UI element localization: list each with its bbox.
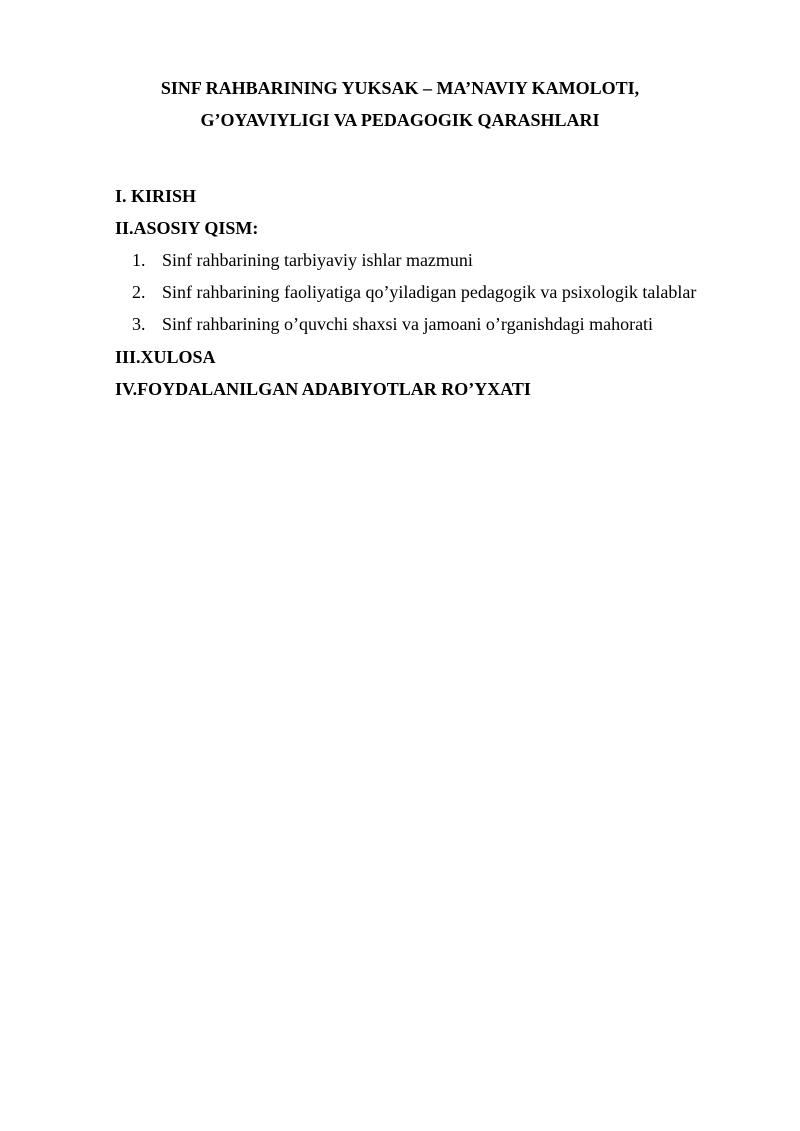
document-title-line-1: SINF RAHBARINING YUKSAK – MA’NAVIY KAMOLOTI, bbox=[160, 78, 640, 98]
list-item-text: Sinf rahbarining faoliyatiga qo’yiladigan pedagogik va psixologik talablar bbox=[162, 282, 697, 302]
list-item-text: Sinf rahbarining tarbiyaviy ishlar mazmuni bbox=[162, 250, 473, 270]
section-heading-main-part: II.ASOSIY QISM: bbox=[115, 218, 259, 238]
list-item-number: 2. bbox=[132, 282, 146, 302]
document-title-line-2: G’OYAVIYLIGI VA PEDAGOGIK QARASHLARI bbox=[200, 110, 600, 130]
section-heading-references: IV.FOYDALANILGAN ADABIYOTLAR RO’YXATI bbox=[115, 379, 531, 399]
section-heading-introduction: I. KIRISH bbox=[115, 186, 197, 206]
list-item-number: 3. bbox=[132, 314, 146, 334]
list-item-number: 1. bbox=[132, 250, 146, 270]
section-heading-conclusion: III.XULOSA bbox=[115, 347, 216, 367]
list-item-text: Sinf rahbarining o’quvchi shaxsi va jamoani o’rganishdagi mahorati bbox=[162, 314, 654, 334]
